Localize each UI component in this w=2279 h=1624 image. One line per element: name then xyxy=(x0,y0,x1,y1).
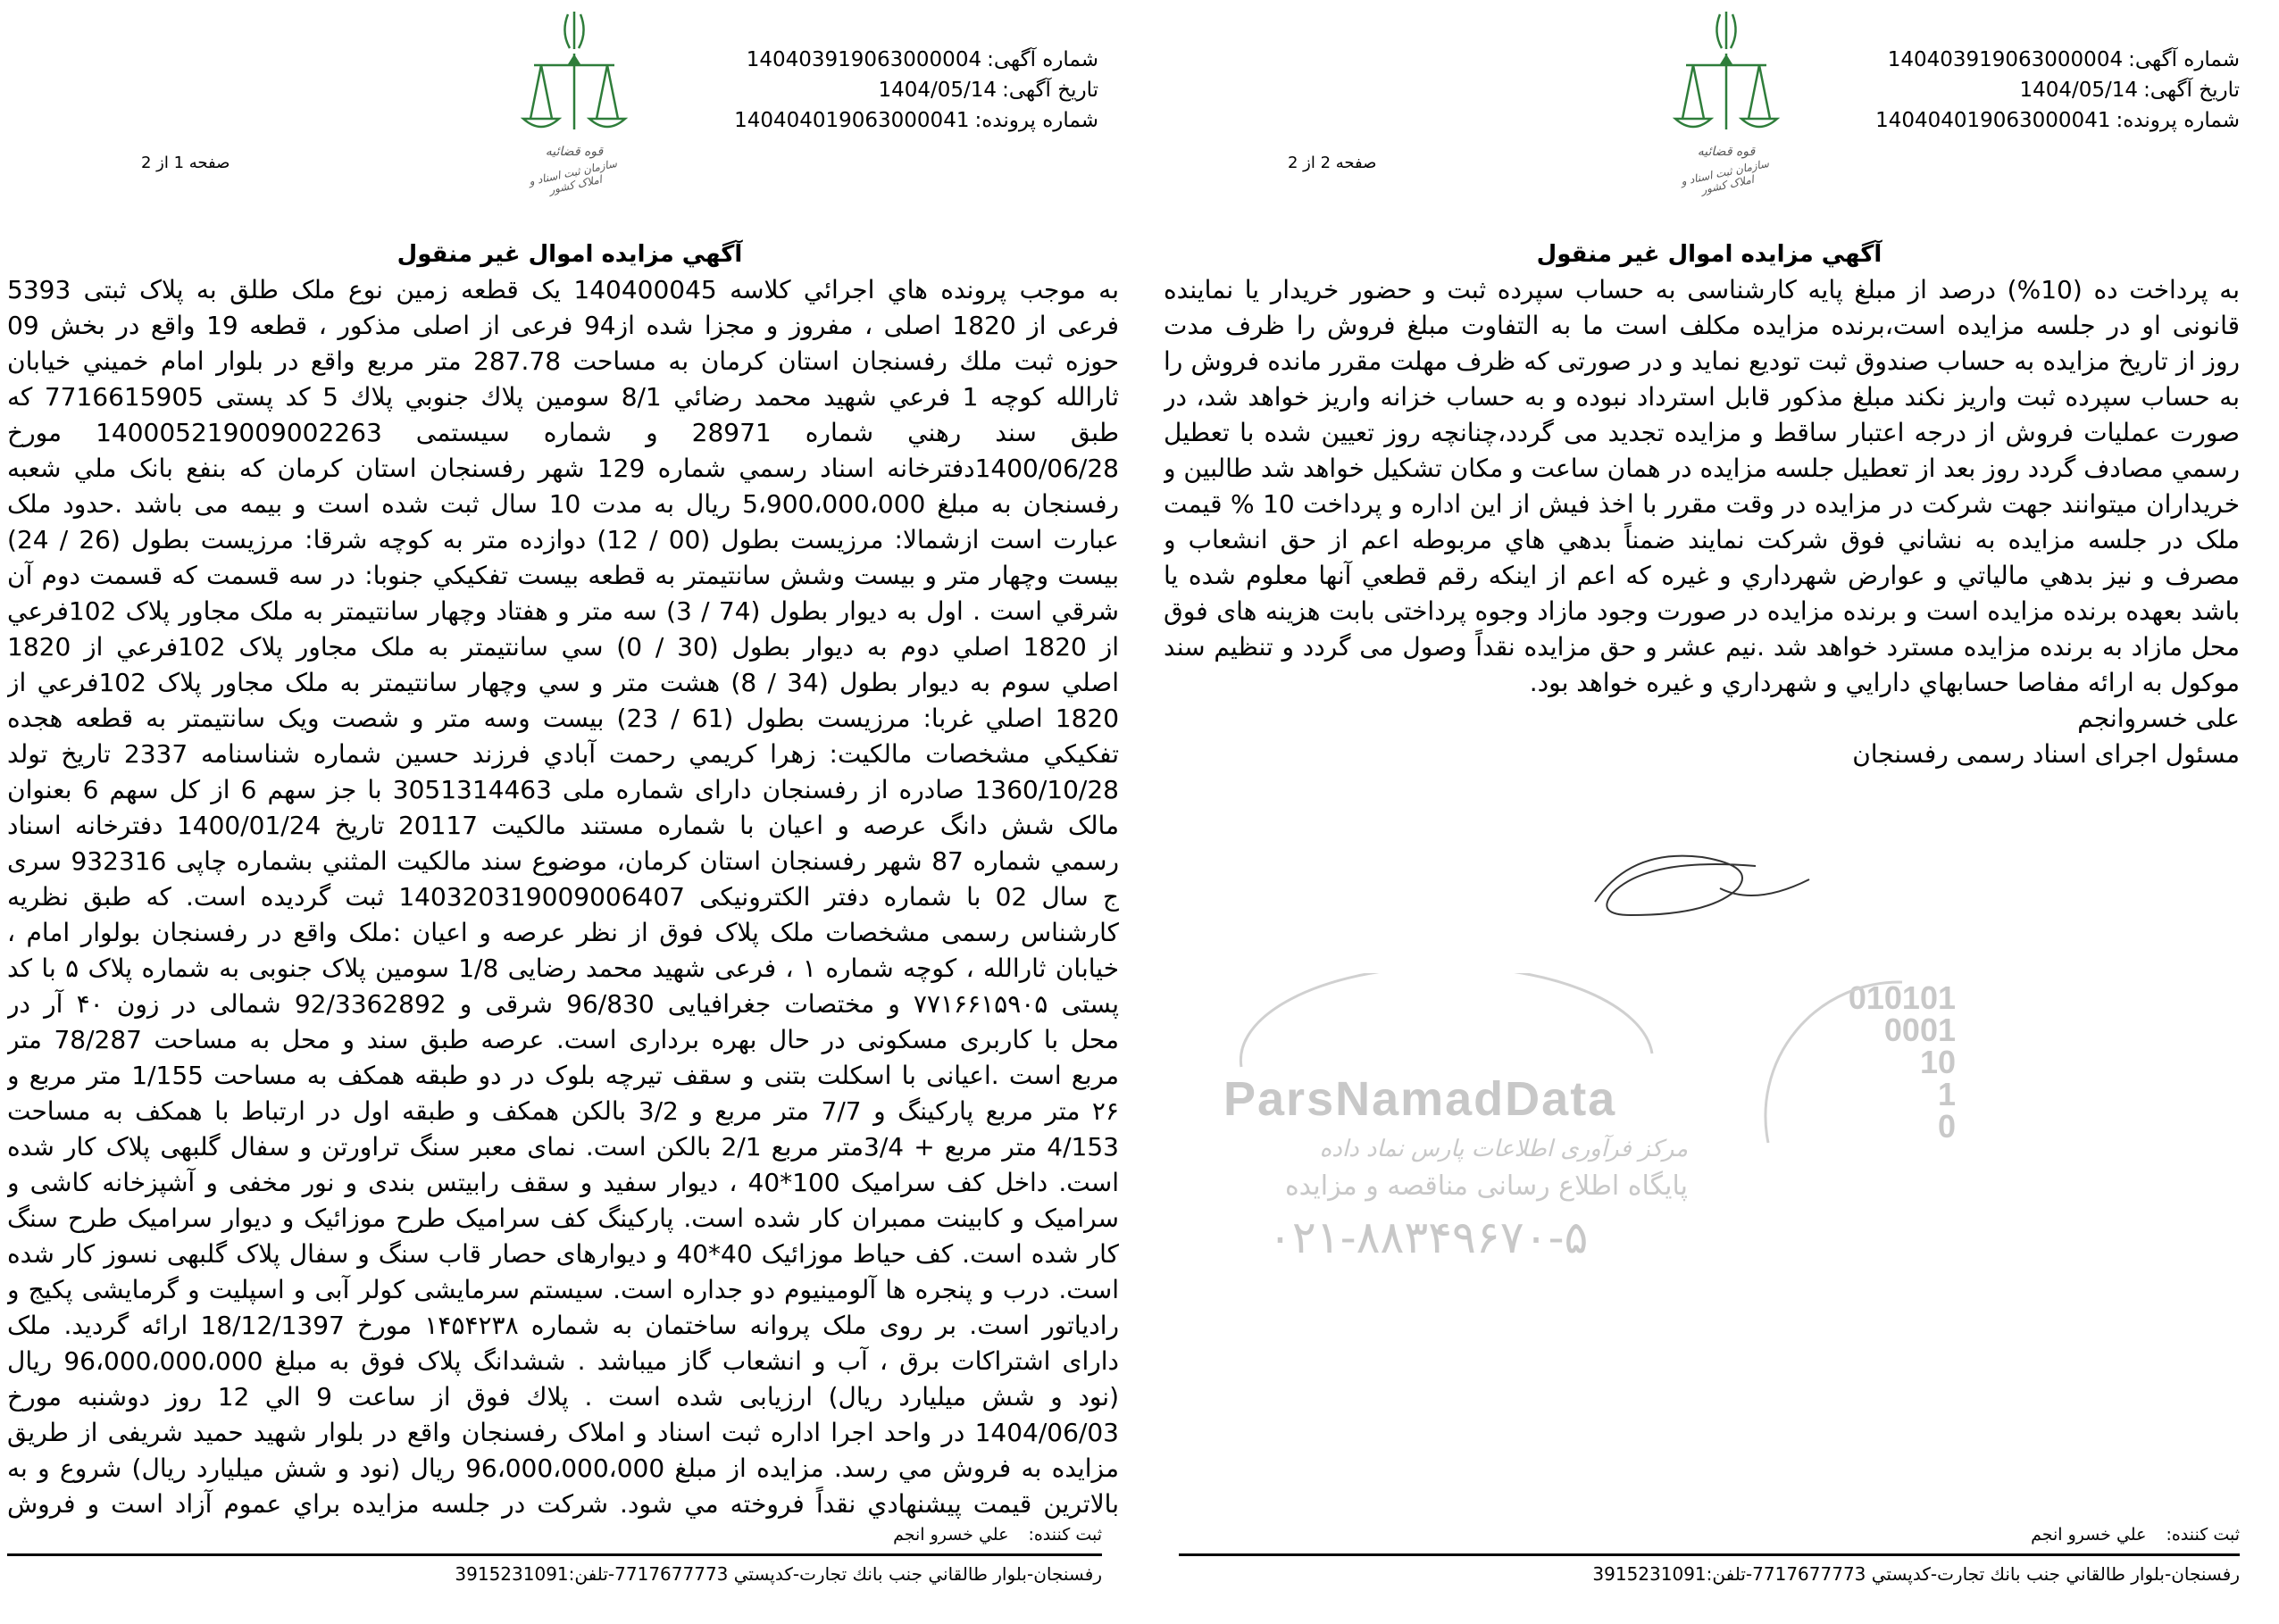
ad-date-label: تاریخ آگهی: xyxy=(2143,79,2240,102)
notice-body xyxy=(1164,272,2240,772)
ad-number: 140403919063000004 xyxy=(746,48,982,71)
file-number-label: شماره پرونده: xyxy=(974,109,1098,132)
binary-row: 1 xyxy=(1937,1076,1956,1112)
body-line: است. داخل کف سراميک 100*40 ، ديوار سفيد و سقف رابيتس بندی و نور مخفی و آشپزخانه کاشی و xyxy=(7,1168,1119,1197)
signature-icon xyxy=(1586,839,1818,937)
body-line: است. درب و پنجره ها آلومينيوم دو جداره است. سيستم سرمايشی کولر آبی و اسپليت و گرمايشی پکيج و xyxy=(7,1275,1119,1304)
binary-row: 0 xyxy=(1937,1108,1956,1145)
scales-of-justice-icon xyxy=(1668,7,1784,141)
body-line: روز از تاريخ مزايده به حساب صندوق ثبت توديع نمايد و در صورتی كه ظرف مهلت مقرر مانده فروش را xyxy=(1164,346,2240,376)
judiciary-logo xyxy=(516,7,632,199)
body-line: خريداران ميتوانند جهت شركت در مزايده در وقت مقرر با اخذ فيش از اين اداره و پرداخت 10 % قيمت xyxy=(1164,489,2240,519)
body-line: 1820 اصلي غربا: مرزيست بطول (61 / 23) بيست وسه متر و شصت ويک سانتيمتر به قطعه هجده xyxy=(7,704,1119,733)
footer-divider xyxy=(1179,1553,2240,1556)
file-number: 140404019063000041 xyxy=(1875,109,2111,132)
page-number: صفحه 2 از 2 xyxy=(1288,154,1377,172)
page-2 xyxy=(1140,0,2279,1624)
logo-text-bottom: سازمان ثبت اسناد و املاک کشور xyxy=(1679,156,1771,196)
body-line: رسمي شماره 87 شهر رفسنجان استان كرمان، موضوع سند مالكيت المثني بشماره چاپی 932316 سری xyxy=(7,846,1119,876)
body-line: دارای اشتراکات برق ، آب و انشعاب گاز ميباشد . ششدانگ پلاک فوق به مبلغ 96،000،000،000 ريال xyxy=(7,1346,1119,1376)
file-number-row xyxy=(1875,105,2240,136)
body-line: طبق سند رهني شماره 28971 و شماره سيستمی 140005219009002263 مورخ xyxy=(7,418,1119,447)
body-line: محل مازاد به برنده مزايده مسترد خواهد شد .نيم عشر و حق مزايده نقداً وصول می گردد و تنظيم سند xyxy=(1164,632,2240,662)
scales-of-justice-icon xyxy=(516,7,632,141)
closing-line: علی خسروانجم xyxy=(2077,704,2240,733)
binary-row: 0001 xyxy=(1883,1012,1956,1048)
footer-divider xyxy=(7,1553,1102,1556)
watermark-line2: پایگاه اطلاع رسانی مناقصه و مزایده xyxy=(1284,1170,1688,1202)
body-line: ملک در جلسه مزايده به نشاني فوق شركت نمايند ضمناً بدهي هاي مربوطه اعم از حق انشعاب و xyxy=(1164,525,2240,554)
watermark-line1: مرکز فرآوری اطلاعات پارس نماد داده xyxy=(1319,1136,1688,1162)
closing-line: مسئول اجرای اسناد رسمی رفسنجان xyxy=(1852,739,2240,769)
body-line: حوزه ثبت ملك رفسنجان استان كرمان به مساحت 287.78 متر مربع واقع در بلوار امام خميني خيابان xyxy=(7,346,1119,376)
logo-text-top: قوه قضائیه xyxy=(1697,145,1756,159)
file-number-row xyxy=(734,105,1098,136)
body-line: به پرداخت ده (10%) درصد از مبلغ پايه كارشناسی به حساب سپرده ثبت و حضور خريدار يا نماينده xyxy=(1164,275,2240,304)
binary-row: 010101 xyxy=(1848,979,1956,1016)
body-line: مالک شش دانگ عرصه و اعيان با شماره مستند مالكيت 20117 تاريخ 1400/01/24 دفترخانه اسناد xyxy=(7,811,1119,840)
notice-title: آگهي مزايده اموال غير منقول xyxy=(397,241,743,268)
body-line: رسمي مصادف گردد روز بعد از تعطيل جلسه مزايده در همان ساعت و مكان تشكيل خواهد شد طالبين و xyxy=(1164,454,2240,483)
ad-meta xyxy=(734,45,1098,136)
body-line: از 1820 اصلي دوم به ديوار بطول (30 / 0) سي سانتيمتر به ملک مجاور پلاک 102فرعي از 1820 xyxy=(7,632,1119,662)
body-line: قانونی او در جلسه مزايده است،برنده مزايده مكلف است ما به التفاوت مبلغ فروش را ظرف مدت xyxy=(1164,311,2240,340)
body-line: مزايده به فروش مي رسد. مزايده از مبلغ 96،000،000،000 ريال (نود و شش ميليارد ريال) شروع و به xyxy=(7,1453,1119,1483)
ad-number-label: شماره آگهی: xyxy=(987,48,1098,71)
body-line: (نود و شش ميليارد ريال) ارزيابی شده است . پلاك فوق از ساعت 9 الي 12 روز دوشنبه مورخ xyxy=(7,1382,1119,1412)
body-line: صورت عمليات فروش از درجه اعتبار ساقط و مزايده تجديد می گردد،چنانچه روز تعيين شده با تعطيل xyxy=(1164,418,2240,447)
ad-number: 140403919063000004 xyxy=(1887,48,2124,71)
body-line: کار شده است. کف حياط موزائيک 40*40 و ديوارهای حصار قاب سنگ و سفال پلاک گلبهی نسوز کار شده xyxy=(7,1239,1119,1269)
body-line: باشد بعهده برنده مزايده است و برنده مزايده در صورت وجود مازاد وجوه پرداختی بابت هزينه های فوق xyxy=(1164,596,2240,626)
body-line: ج سال 02 با شماره دفتر الکترونیکی 140320319009006407 ثبت گرديده است. که طبق نظريه xyxy=(7,882,1119,912)
file-number: 140404019063000041 xyxy=(734,109,970,132)
body-line: اصلي سوم به ديوار بطول (34 / 8) هشت متر و سي وچهار سانتيمتر به ملک مجاور پلاک 102فرعي از xyxy=(7,668,1119,697)
body-line: پستی ۷۷۱۶۶۱۵۹۰۵ و مختصات جغرافيايی 96/830 شرقی و 92/3362892 شمالی در زون ۴۰ آر در xyxy=(7,989,1119,1019)
registrar xyxy=(7,1525,1102,1550)
body-line: ۲۶ متر مربع پارکينگ و 7/7 متر مربع و 3/2 بالکن همکف و طبقه اول در ارتباط با همکف به مساحت xyxy=(7,1096,1119,1126)
page-footer xyxy=(1179,1525,2240,1585)
registrar-name: علي خسرو انجم xyxy=(2031,1525,2147,1545)
ad-date: 1404/05/14 xyxy=(878,79,998,102)
body-line: رفسنجان به مبلغ 5،900،000،000 ريال به مدت 10 سال ثبت شده است و بيمه می باشد .حدود ملک xyxy=(7,489,1119,519)
body-line: محل با کاربری مسکونی در حال بهره برداری است. عرصه طبق سند و محل به مساحت 78/287 متر xyxy=(7,1025,1119,1054)
body-line: بالاترين قيمت پيشنهادي نقداً فروخته مي شود. شركت در جلسه مزايده براي عموم آزاد است و فروش xyxy=(7,1489,1119,1519)
file-number-label: شماره پرونده: xyxy=(2116,109,2240,132)
ad-date-label: تاریخ آگهی: xyxy=(1002,79,1098,102)
body-line: 1400/06/28دفترخانه اسناد رسمي شماره 129 شهر رفسنجان استان كرمان كه بنفع بانک ملي شعبه xyxy=(7,454,1119,483)
registrar xyxy=(1179,1525,2240,1550)
body-line: به حساب سپرده ثبت واريز نكند مبلغ مذكور قابل استرداد نبوده و به حساب خزانه واريز خواهد شد، در xyxy=(1164,382,2240,412)
logo-text-top: قوه قضائیه xyxy=(545,145,604,159)
registrar-label: ثبت کننده: xyxy=(1028,1525,1102,1545)
body-line: ثارالله كوچه 1 فرعي شهيد محمد رضائي 8/1 سومين پلاك جنوبي پلاك 5 کد پستی 7716615905 که xyxy=(7,382,1119,412)
body-line: عبارت است ازشمالا: مرزيست بطول (00 / 12) دوازده متر به کوچه شرقا: مرزيست بطول (26 / 24) xyxy=(7,525,1119,554)
footer-address: رفسنجان-بلوار طالقاني جنب بانك تجارت-كدپستي 7717677773-تلفن:3915231091 xyxy=(455,1563,1102,1585)
ad-number-row xyxy=(734,45,1098,75)
ad-date-row xyxy=(1875,75,2240,105)
ad-number-label: شماره آگهی: xyxy=(2128,48,2240,71)
ad-date: 1404/05/14 xyxy=(2019,79,2139,102)
watermark-brand: ParsNamadData xyxy=(1223,1072,1617,1126)
closing-line: موكول به ارائه مفاصا حسابهاي دارايي و شهرداري و غيره خواهد بود. xyxy=(1529,668,2240,697)
footer-address: رفسنجان-بلوار طالقاني جنب بانك تجارت-كدپستي 7717677773-تلفن:3915231091 xyxy=(1592,1563,2240,1585)
notice-title: آگهي مزايده اموال غير منقول xyxy=(1536,241,1882,268)
body-line: به موجب پرونده هاي اجرائي كلاسه 140400045 يک قطعه زمين نوع ملک طلق به پلاک ثبتی 5393 xyxy=(7,275,1119,304)
body-line: رادياتور است. بر روی ملک پروانه ساختمان به شماره ۱۴۵۴۲۳۸ مورخ 18/12/1397 ارائه گرديد. ملک xyxy=(7,1311,1119,1340)
body-line: خيابان ثارالله ، كوچه شماره ۱ ، فرعی شهيد محمد رضايی 1/8 سومين پلاک جنوبی به شماره پلاک ۵ با کد xyxy=(7,954,1119,983)
ad-date-row xyxy=(734,75,1098,105)
body-line: 1360/10/28 صادره از رفسنجان دارای شماره ملی 3051314463 با جز سهم 6 از کل سهم 6 بعنوان xyxy=(7,775,1119,804)
body-line: شرقي است . اول به ديوار بطول (74 / 3) سه متر و هفتاد وچهار سانتيمتر به ملک مجاور پلاک 102فرعي xyxy=(7,596,1119,626)
body-line: مصرف و نيز بدهي مالياتي و عوارض شهرداري و غيره كه اعم از اينكه رقم قطعي آنها معلوم شده يا xyxy=(1164,561,2240,590)
body-line: 4/153 متر مربع + 3/4متر مربع 2/1 بالکن است. نمای معبر سنگ تراورتن و سفال گلبهی پلاک کار شده xyxy=(7,1132,1119,1162)
ad-number-row xyxy=(1875,45,2240,75)
body-line: فرعی از 1820 اصلی ، مفروز و مجزا شده از94 فرعی از اصلی مذکور ، قطعه 19 واقع در بخش 09 xyxy=(7,311,1119,340)
registrar-name: علي خسرو انجم xyxy=(893,1525,1009,1545)
body-line: 1404/06/03 در واحد اجرا اداره ثبت اسناد و املاک رفسنجان واقع در بلوار شهيد حميد شريفی از طريق xyxy=(7,1418,1119,1447)
body-line: تفکيکي مشخصات مالکيت: زهرا كريمي رحمت آبادي فرزند حسين شماره شناسنامه 2337 تاريخ تولد xyxy=(7,739,1119,769)
body-line: بيست وچهار متر و بيست وشش سانتيمتر به قطعه بيست تفکيکي جنوبا: در سه قسمت كه قسمت دوم آن xyxy=(7,561,1119,590)
logo-text-bottom: سازمان ثبت اسناد و املاک کشور xyxy=(527,156,619,196)
body-line: کارشناس رسمی مشخصات ملک پلاک فوق از نظر عرصه و اعيان :ملک واقع در رفسنجان بولوار امام ، xyxy=(7,918,1119,947)
registrar-label: ثبت کننده: xyxy=(2166,1525,2240,1545)
page-number: صفحه 1 از 2 xyxy=(141,154,230,172)
judiciary-logo xyxy=(1668,7,1784,199)
body-line: مربع است .اعيانی با اسکلت بتنی و سقف تيرچه بلوک در دو طبقه همکف به مساحت 1/155 متر مربع و xyxy=(7,1061,1119,1090)
watermark-phone: ۰۲۱-۸۸۳۴۹۶۷۰-۵ xyxy=(1268,1212,1589,1263)
binary-row: 10 xyxy=(1919,1044,1956,1080)
ad-meta xyxy=(1875,45,2240,136)
notice-body xyxy=(7,272,1119,1522)
page-footer xyxy=(7,1525,1102,1585)
body-line: سراميک و کابينت ممبران کار شده است. پارکينگ کف سراميک طرح موزائيک و ديوار سراميک طرح سنگ xyxy=(7,1203,1119,1233)
